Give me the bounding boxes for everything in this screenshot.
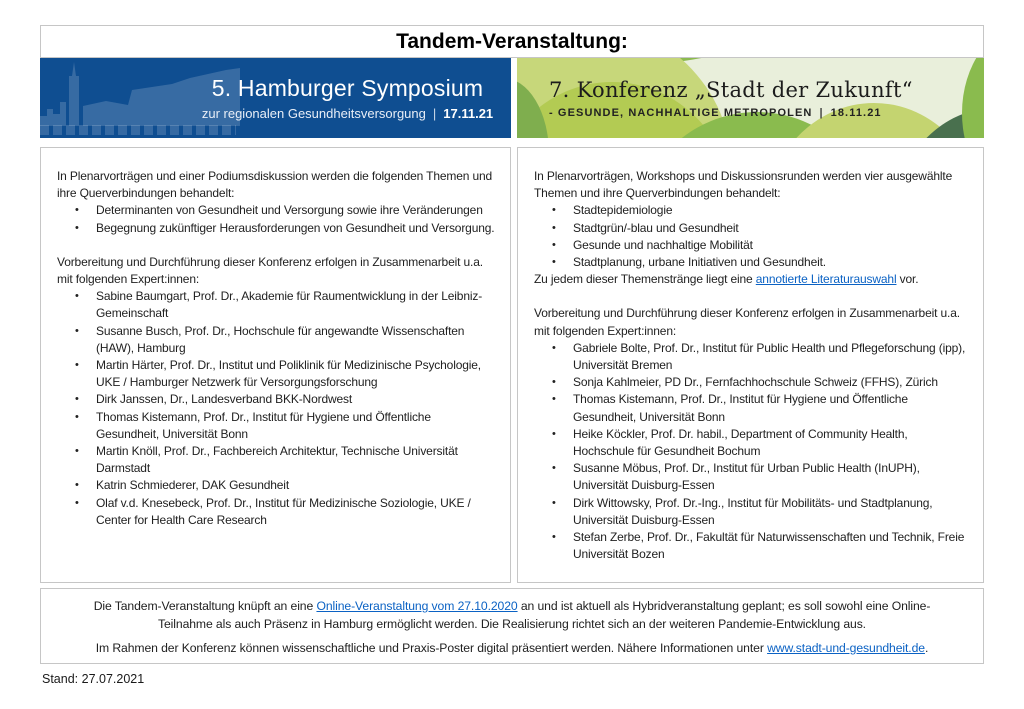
footer-note-box xyxy=(40,588,984,664)
list-item: • Stadtgrün/-blau und Gesundheit xyxy=(552,220,969,237)
list-item: • Begegnung zukünftiger Herausforderungen von Gesundheit und Versorgung. xyxy=(75,220,496,237)
list-item: • Martin Härter, Prof. Dr., Institut und Poliklinik für Medizinische Psychologie, UKE / Hamburger Netzwerk für Versorgungsforschung xyxy=(75,357,496,391)
left-cooperation: Vorbereitung und Durchführung dieser Konferenz erfolgen in Zusammenarbeit u.a. mit folgenden Expert:innen: xyxy=(57,254,483,287)
separator-pipe: | xyxy=(432,106,437,121)
right-cooperation: Vorbereitung und Durchführung dieser Konferenz erfolgen in Zusammenarbeit u.a. mit folgenden Expert:innen: xyxy=(534,306,960,338)
literature-note: Zu jedem dieser Themenstränge liegt eine annotierte Literaturauswahl vor. xyxy=(534,272,919,287)
right-event-title: 7. Konferenz „Stadt der Zukunft“ xyxy=(549,77,913,102)
list-item: • Dirk Janssen, Dr., Landesverband BKK-Nordwest xyxy=(75,391,496,408)
right-event-date: 18.11.21 xyxy=(830,106,882,119)
list-item: • Stefan Zerbe, Prof. Dr., Fakultät für Naturwissenschaften und Technik, Freie Universität Bozen xyxy=(552,529,969,563)
list-item: • Susanne Busch, Prof. Dr., Hochschule für angewandte Wissenschaften (HAW), Hamburg xyxy=(75,323,496,357)
list-item: • Gabriele Bolte, Prof. Dr., Institut für Public Health und Pflegeforschung (ipp), Universität Bremen xyxy=(552,340,969,374)
right-event-subtitle-row xyxy=(549,107,978,119)
banner-stadt-der-zukunft xyxy=(517,58,984,138)
list-item: • Thomas Kistemann, Prof. Dr., Institut für Hygiene und Öffentliche Gesundheit, Universität Bonn xyxy=(75,409,496,443)
right-experts-list xyxy=(534,340,969,564)
list-item: • Sabine Baumgart, Prof. Dr., Akademie für Raumentwicklung in der Leibniz-Gemeinschaft xyxy=(75,288,496,322)
separator-pipe: | xyxy=(819,106,824,119)
online-event-link[interactable]: Online-Veranstaltung vom 27.10.2020 xyxy=(316,599,518,613)
list-item: • Dirk Wittowsky, Prof. Dr.-Ing., Institut für Mobilitäts- und Stadtplanung, Universität Duisburg-Essen xyxy=(552,495,969,529)
list-item: • Sonja Kahlmeier, PD Dr., Fernfachhochschule Schweiz (FFHS), Zürich xyxy=(552,374,969,391)
list-item: • Martin Knöll, Prof. Dr., Fachbereich Architektur, Technische Universität Darmstadt xyxy=(75,443,496,477)
left-event-subtitle: zur regionalen Gesundheitsversorgung xyxy=(201,106,426,121)
version-date: Stand: 27.07.2021 xyxy=(42,672,145,686)
list-item: • Stadtepidemiologie xyxy=(552,202,969,219)
left-event-date: 17.11.21 xyxy=(443,106,494,121)
left-topics-list xyxy=(57,202,496,236)
page-title-box xyxy=(40,25,984,58)
right-event-details xyxy=(517,147,984,583)
list-item: • Gesunde und nachhaltige Mobilität xyxy=(552,237,969,254)
left-event-subtitle-row xyxy=(202,106,493,121)
left-experts-list xyxy=(57,288,496,529)
list-item: • Thomas Kistemann, Prof. Dr., Institut für Hygiene und Öffentliche Gesundheit, Universität Bonn xyxy=(552,391,969,425)
list-item: • Heike Köckler, Prof. Dr. habil., Department of Community Health, Hochschule für Gesundheit Bochum xyxy=(552,426,969,460)
list-item: • Olaf v.d. Knesebeck, Prof. Dr., Institut für Medizinische Soziologie, UKE / Center for Health Care Research xyxy=(75,495,496,529)
right-topics-list xyxy=(534,202,969,271)
banner-hamburger-symposium xyxy=(40,58,511,138)
left-event-title: 5. Hamburger Symposium xyxy=(211,75,484,101)
list-item: • Katrin Schmiederer, DAK Gesundheit xyxy=(75,477,496,494)
list-item: • Determinanten von Gesundheit und Versorgung sowie ihre Veränderungen xyxy=(75,202,496,219)
right-event-subtitle: - GESUNDE, NACHHALTIGE METROPOLEN xyxy=(549,106,813,119)
footer-paragraph-poster: Im Rahmen der Konferenz können wissenschaftliche und Praxis-Poster digital präsentiert werden. Nähere Informationen unter www.stadt-und-gesundheit.de. xyxy=(95,641,929,655)
left-event-details xyxy=(40,147,511,583)
page-title: Tandem-Veranstaltung: xyxy=(396,29,628,53)
left-intro: In Plenarvorträgen und einer Podiumsdiskussion werden die folgenden Themen und ihre Querverbindungen behandelt: xyxy=(57,169,493,201)
list-item: • Susanne Möbus, Prof. Dr., Institut für Urban Public Health (InUPH), Universität Duisburg-Essen xyxy=(552,460,969,494)
right-intro: In Plenarvorträgen, Workshops und Diskussionsrunden werden vier ausgewählte Themen und ihre Querverbindungen behandelt: xyxy=(534,169,953,201)
literature-link[interactable]: annotierte Literaturauswahl xyxy=(755,272,897,287)
footer-paragraph-hybrid: Die Tandem-Veranstaltung knüpft an eine Online-Veranstaltung vom 27.10.2020 an und ist aktuell als Hybridveranstaltung geplant; es soll sowohl eine Online-Teilnahme als auch Präsenz in Hamburg ermöglicht werden. Die Realisierung richtet sich an der weiteren Pandemie-Entwicklung aus. xyxy=(93,599,931,631)
website-link[interactable]: www.stadt-und-gesundheit.de xyxy=(767,641,925,655)
list-item: • Stadtplanung, urbane Initiativen und Gesundheit. xyxy=(552,254,969,271)
